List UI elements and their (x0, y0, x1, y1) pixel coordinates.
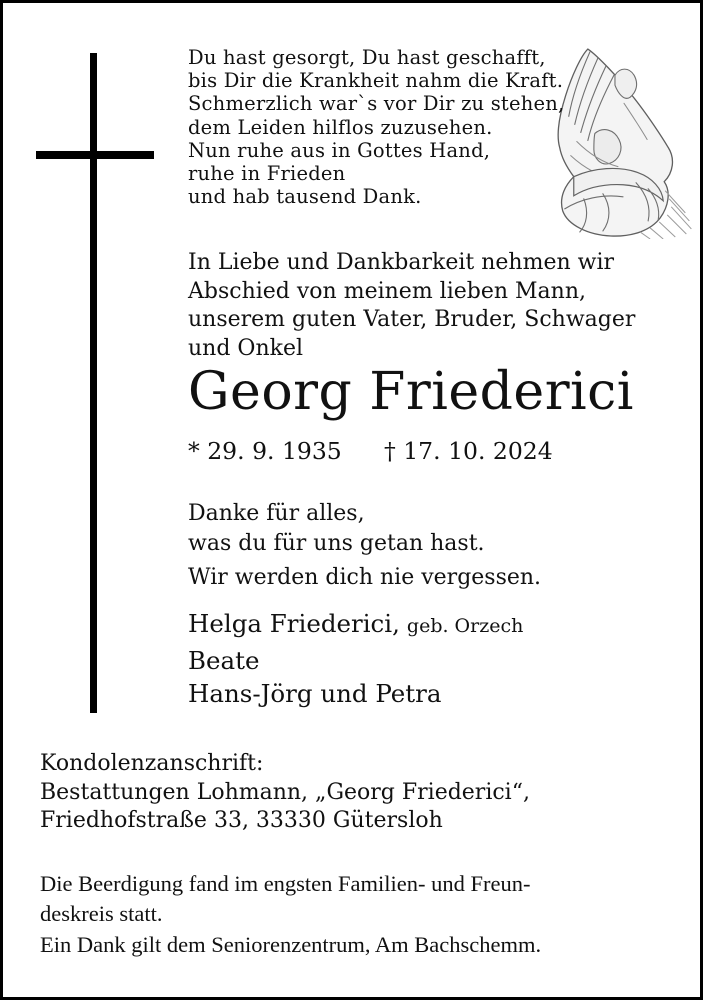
intro-line: In Liebe und Dankbarkeit nehmen wir (188, 250, 615, 275)
thanks-line: was du für uns getan hast. (188, 531, 485, 556)
poem (188, 46, 564, 208)
mourner-line: Beate (188, 645, 260, 675)
poem-line: und hab tausend Dank. (188, 185, 422, 209)
funeral-note (40, 869, 531, 929)
mourner-line: Hans-Jörg und Petra (188, 679, 442, 708)
farewell-intro (188, 249, 635, 363)
birth-date: * 29. 9. 1935 (188, 437, 342, 465)
condolence-line: Friedhofstraße 33, 33330 Gütersloh (40, 808, 443, 834)
poem-line: Schmerzlich war`s vor Dir zu stehen, (188, 92, 565, 116)
maiden-name-note: geb. Orzech (406, 615, 524, 637)
condolence-line: Bestattungen Lohmann, „Georg Friederici“, (40, 779, 530, 805)
poem-line: dem Leiden hilflos zuzusehen. (188, 115, 493, 139)
thanks-line: Danke für alles, (188, 501, 365, 526)
funeral-line: deskreis statt. (40, 901, 163, 926)
poem-line: Nun ruhe aus in Gottes Hand, (188, 138, 491, 162)
thanks-text (188, 499, 485, 559)
funeral-line: Die Beerdigung fand im engsten Familien- und Freun- (40, 871, 531, 896)
intro-line: unserem guten Vater, Bruder, Schwager (188, 307, 636, 333)
death-date: † 17. 10. 2024 (384, 437, 553, 465)
deceased-name: Georg Friederici (188, 362, 634, 422)
poem-line: bis Dir die Krankheit nahm die Kraft. (188, 69, 564, 93)
life-dates (188, 437, 553, 465)
praying-hands-icon (543, 43, 698, 239)
mourner-line (188, 607, 523, 644)
poem-line: Du hast gesorgt, Du hast geschafft, (188, 46, 546, 69)
intro-line: und Onkel (188, 335, 304, 361)
condolence-heading: Kondolenzanschrift: (40, 751, 264, 776)
remembrance-line: Wir werden dich nie vergessen. (188, 565, 542, 590)
poem-line: ruhe in Frieden (188, 162, 346, 186)
mourners-list (188, 607, 523, 711)
intro-line: Abschied von meinem lieben Mann, (188, 278, 587, 304)
gratitude-note: Ein Dank gilt dem Seniorenzentrum, Am Bachschemm. (40, 932, 542, 957)
memorial-cross-icon-bar (36, 151, 154, 159)
condolence-address (40, 750, 530, 836)
mourner-name: Helga Friederici, (188, 609, 400, 638)
